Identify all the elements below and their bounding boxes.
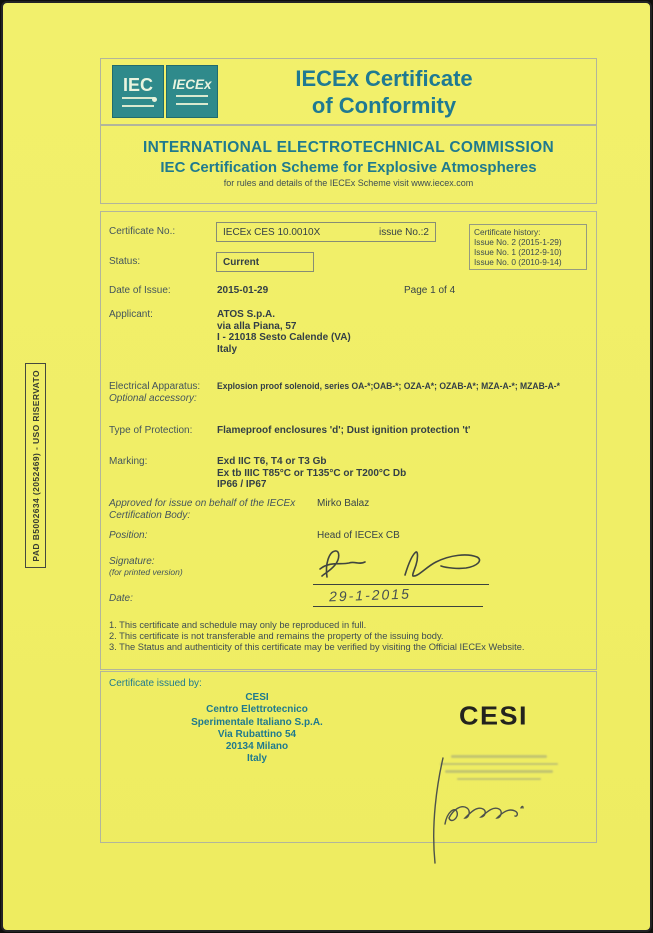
certificate-no-label: Certificate No.: (109, 226, 176, 237)
iecex-logo-lines (176, 95, 208, 105)
marking-value (217, 456, 406, 491)
applicant-address (217, 309, 351, 355)
margin-reference-box (25, 363, 46, 568)
approved-by-value: Mirko Balaz (317, 498, 370, 509)
issuer-box (100, 671, 597, 843)
iecex-logo-icon (166, 65, 218, 118)
issuer-line: Via Rubattino 54 (217, 728, 297, 740)
status-label: Status: (109, 256, 141, 267)
certificate-history-box (469, 224, 587, 270)
certificate-history-item: Issue No. 2 (2015-1-29) (474, 237, 562, 247)
iec-logo-icon (112, 65, 164, 118)
signature-label: Signature: (109, 556, 155, 567)
certificate-history-item: Issue No. 0 (2010-9-14) (474, 257, 562, 267)
commission-line2: IEC Certification Scheme for Explosive Atmospheres (160, 159, 537, 176)
commission-box (100, 125, 597, 204)
page-info: Page 1 of 4 (404, 285, 456, 296)
date-of-issue-value: 2015-01-29 (217, 285, 269, 296)
date-line (313, 606, 483, 607)
status-field (216, 252, 314, 272)
issuer-line: Italy (246, 753, 267, 765)
iecex-logo-text: IECEx (172, 77, 212, 93)
iec-logo-lines (122, 97, 154, 107)
issuer-line: 20134 Milano (225, 741, 289, 753)
type-of-protection-value: Flameproof enclosures 'd'; Dust ignition protection 't' (217, 425, 471, 436)
page-title (234, 65, 534, 119)
applicant-line: I - 21018 Sesto Calende (VA) (217, 332, 351, 343)
marking-line: IP66 / IP67 (217, 479, 267, 490)
date-handwritten: 29-1-2015 (328, 585, 412, 605)
applicant-label: Applicant: (109, 309, 153, 320)
marking-line: Ex tb IIIC T85°C or T135°C or T200°C Db (217, 467, 407, 479)
certificate-history-item: Issue No. 1 (2012-9-10) (474, 247, 562, 257)
certificate-no-value: IECEx CES 10.0010X (223, 226, 321, 238)
position-label: Position: (109, 530, 148, 541)
electrical-apparatus-value: Explosion proof solenoid, series OA-*;OAB-*; OZA-A*; OZAB-A*; MZA-A-*; MZAB-A-* (217, 381, 560, 392)
date-of-issue-label: Date of Issue: (109, 285, 171, 296)
approver-signature-image (315, 546, 487, 582)
applicant-line: via alla Piana, 57 (217, 320, 297, 332)
electrical-apparatus-label: Electrical Apparatus: (109, 381, 201, 392)
certificate-body-box (100, 211, 597, 670)
page-title-line1: IECEx Certificate (295, 66, 473, 91)
signature-line (313, 584, 489, 585)
certificate-history-title: Certificate history: (474, 227, 541, 237)
issuer-signature-image (409, 756, 549, 864)
issuer-address (107, 692, 407, 766)
margin-reference-text: PAD B5002634 (2052469) - USO RISERVATO (30, 369, 41, 562)
issuer-line: CESI (245, 692, 269, 703)
status-value: Current (223, 256, 260, 268)
certificate-notes (109, 620, 524, 653)
marking-line: Exd IIC T6, T4 or T3 Gb (217, 456, 327, 467)
certificate-page (1, 1, 652, 932)
note-line: 1. This certificate and schedule may only be reproduced in full. (109, 620, 367, 630)
iec-logo-text: IEC (122, 75, 153, 95)
certificate-no-field (216, 222, 436, 242)
commission-line1: INTERNATIONAL ELECTROTECHNICAL COMMISSION (143, 139, 554, 156)
commission-line3: for rules and details of the IECEx Scheme visit www.iecex.com (223, 178, 474, 188)
type-of-protection-label: Type of Protection: (109, 425, 193, 436)
approved-by-label-line1: Approved for issue on behalf of the IECEx (109, 498, 296, 509)
signature-sub-label: (for printed version) (109, 567, 183, 577)
iec-logo-dot (152, 97, 157, 102)
applicant-line: ATOS S.p.A. (217, 309, 275, 320)
approved-by-label (109, 498, 295, 521)
commission-heading (101, 139, 596, 188)
applicant-line: Italy (217, 343, 238, 355)
optional-accessory-label: Optional accessory: (109, 393, 197, 404)
page-title-line2: of Conformity (311, 93, 457, 118)
approved-by-label-line2: Certification Body: (109, 509, 191, 521)
issuer-line: Sperimentale Italiano S.p.A. (191, 716, 323, 728)
marking-label: Marking: (109, 456, 148, 467)
issue-no-value: issue No.:2 (378, 226, 429, 238)
issuer-line: Centro Elettrotecnico (206, 704, 308, 716)
header-box (100, 58, 597, 125)
cesi-logo: CESI (459, 701, 529, 731)
note-line: 2. This certificate is not transferable and remains the property of the issuing body. (109, 631, 444, 641)
position-value: Head of IECEx CB (317, 530, 400, 541)
note-line: 3. The Status and authenticity of this certificate may be verified by visiting the Official IECEx Website. (109, 642, 525, 652)
issuer-label: Certificate issued by: (109, 678, 202, 689)
date-label: Date: (109, 593, 133, 604)
